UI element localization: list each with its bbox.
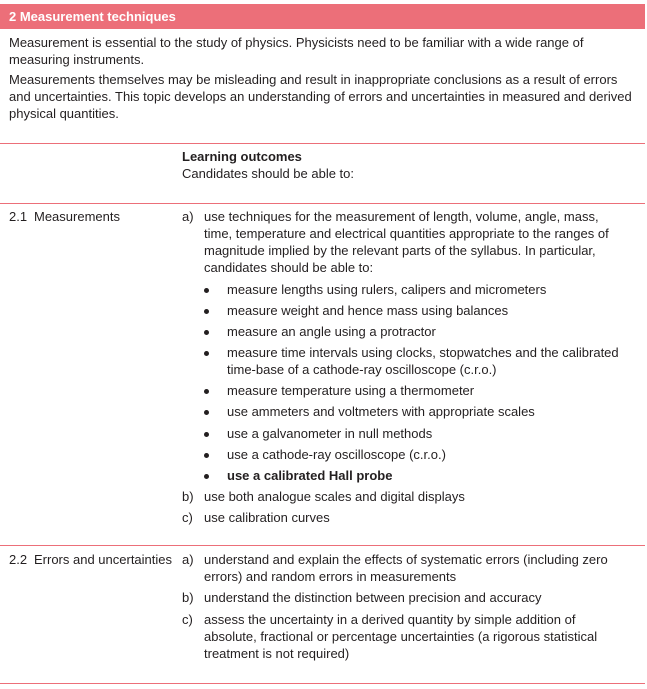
intro-paragraph: Measurements themselves may be misleading and result in inappropriate conclusions as a result of errors and uncertainties. This topic develops an understanding of errors and uncertainties in measured and derived physical quantities.: [9, 72, 632, 121]
bullet-icon: [204, 330, 209, 335]
section-name: Errors and uncertainties: [34, 552, 173, 567]
item-letter: a): [182, 209, 194, 224]
item-text: use techniques for the measurement of length, volume, angle, mass, time, temperature and electrical quantities appropriate to the ranges of magnitude implied by the relevant parts of the syllabus. In particular, candidates should be able to:: [204, 209, 609, 275]
section-name: Measurements: [34, 209, 120, 224]
item-text: understand the distinction between precision and accuracy: [204, 590, 542, 605]
bullet-text: measure weight and hence mass using balances: [227, 303, 509, 318]
divider: [0, 203, 645, 204]
bullet-text: use a galvanometer in null methods: [227, 426, 433, 441]
bullet-icon: [204, 410, 209, 415]
intro-text: [9, 34, 639, 125]
bullet-icon: [204, 351, 209, 356]
learning-outcomes-subtitle: Candidates should be able to:: [182, 166, 355, 181]
bullet-text: use a calibrated Hall probe: [227, 468, 393, 483]
bullet-icon: [204, 309, 209, 314]
bullet-icon: [204, 432, 209, 437]
bullet-icon: [204, 288, 209, 293]
section-number: 2.2: [9, 552, 28, 567]
divider: [0, 545, 645, 546]
divider: [0, 143, 645, 144]
section-title: 2 Measurement techniques: [9, 9, 176, 24]
item-letter: a): [182, 552, 194, 567]
item-text: use calibration curves: [204, 510, 330, 525]
bullet-text: measure time intervals using clocks, stopwatches and the calibrated time-base of a cathode-ray oscilloscope (c.r.o.): [227, 345, 619, 377]
bullet-text: measure an angle using a protractor: [227, 324, 436, 339]
item-text: assess the uncertainty in a derived quantity by simple addition of absolute, fractional or percentage uncertainties (a rigorous statistical treatment is not required): [204, 612, 598, 661]
learning-outcomes-heading: Learning outcomes: [182, 149, 302, 164]
bullet-text: measure lengths using rulers, calipers and micrometers: [227, 282, 547, 297]
bullet-icon: [204, 389, 209, 394]
bullet-icon: [204, 453, 209, 458]
item-letter: b): [182, 489, 194, 504]
section-header-bar: [0, 4, 645, 29]
bullet-text: use ammeters and voltmeters with appropriate scales: [227, 404, 535, 419]
item-text: understand and explain the effects of systematic errors (including zero errors) and random errors in measurements: [204, 552, 608, 584]
intro-paragraph: Measurement is essential to the study of physics. Physicists need to be familiar with a wide range of measuring instruments.: [9, 35, 584, 67]
bullet-icon: [204, 474, 209, 479]
bullet-text: use a cathode-ray oscilloscope (c.r.o.): [227, 447, 446, 462]
item-letter: c): [182, 510, 193, 525]
item-letter: b): [182, 590, 194, 605]
divider: [0, 683, 645, 684]
bullet-text: measure temperature using a thermometer: [227, 383, 475, 398]
section-number: 2.1: [9, 209, 28, 224]
item-text: use both analogue scales and digital displays: [204, 489, 465, 504]
item-letter: c): [182, 612, 193, 627]
